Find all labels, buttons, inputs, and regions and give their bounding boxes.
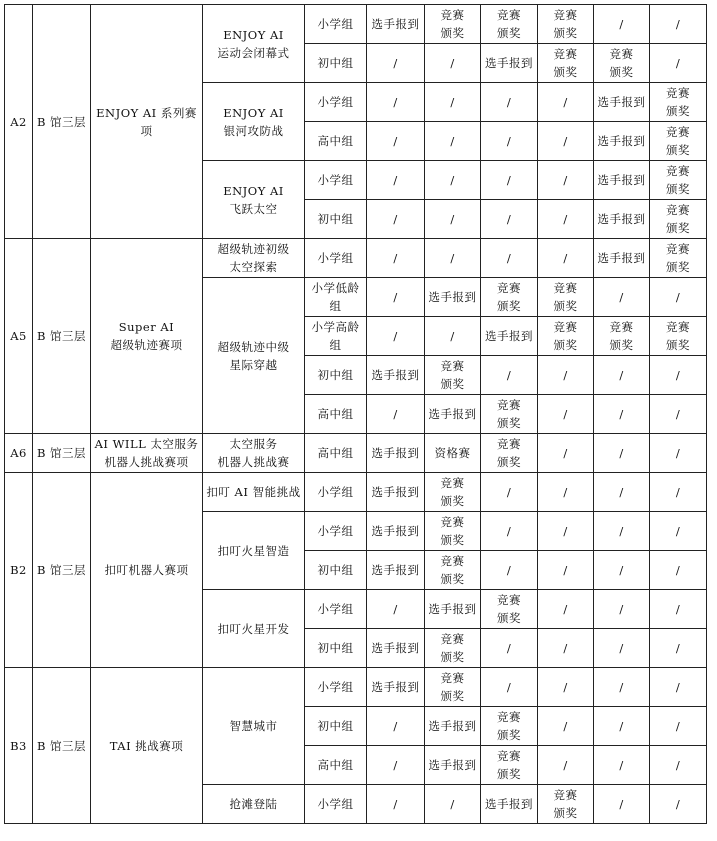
- group-cell: 小学组: [305, 83, 367, 122]
- event-name-cell: 超级轨迹中级 星际穿越: [203, 278, 305, 434]
- schedule-slot-cell: /: [425, 44, 481, 83]
- schedule-slot-cell: /: [650, 473, 707, 512]
- group-cell: 初中组: [305, 551, 367, 590]
- schedule-slot-cell: 竞赛 颁奖: [425, 551, 481, 590]
- table-row: [5, 434, 707, 473]
- schedule-slot-cell: /: [594, 746, 650, 785]
- schedule-slot-cell: 选手报到: [594, 200, 650, 239]
- project-name-cell: TAI 挑战赛项: [91, 668, 203, 824]
- schedule-slot-cell: /: [538, 512, 594, 551]
- schedule-slot-cell: /: [538, 395, 594, 434]
- schedule-slot-cell: /: [650, 395, 707, 434]
- schedule-slot-cell: /: [650, 278, 707, 317]
- schedule-slot-cell: 选手报到: [481, 44, 538, 83]
- schedule-slot-cell: 竞赛 颁奖: [538, 317, 594, 356]
- schedule-table-container: [4, 4, 707, 824]
- event-name-cell: 智慧城市: [203, 668, 305, 785]
- group-cell: 小学组: [305, 668, 367, 707]
- schedule-slot-cell: 选手报到: [367, 434, 425, 473]
- schedule-slot-cell: 选手报到: [594, 239, 650, 278]
- schedule-slot-cell: 选手报到: [425, 746, 481, 785]
- event-name-cell: 抢滩登陆: [203, 785, 305, 824]
- schedule-slot-cell: /: [425, 785, 481, 824]
- schedule-slot-cell: /: [367, 161, 425, 200]
- venue-code-cell: A5: [5, 239, 33, 434]
- schedule-slot-cell: /: [594, 668, 650, 707]
- schedule-slot-cell: /: [367, 83, 425, 122]
- event-name-cell: ENJOY AI 运动会闭幕式: [203, 5, 305, 83]
- schedule-slot-cell: 选手报到: [481, 317, 538, 356]
- schedule-slot-cell: 竞赛 颁奖: [425, 512, 481, 551]
- schedule-slot-cell: 选手报到: [481, 785, 538, 824]
- schedule-slot-cell: 竞赛 颁奖: [481, 5, 538, 44]
- schedule-slot-cell: /: [481, 551, 538, 590]
- schedule-slot-cell: 选手报到: [367, 5, 425, 44]
- project-name-cell: Super AI 超级轨迹赛项: [91, 239, 203, 434]
- schedule-slot-cell: 竞赛 颁奖: [650, 239, 707, 278]
- schedule-slot-cell: 竞赛 颁奖: [481, 278, 538, 317]
- group-cell: 初中组: [305, 356, 367, 395]
- schedule-slot-cell: /: [367, 317, 425, 356]
- schedule-slot-cell: 竞赛 颁奖: [650, 317, 707, 356]
- schedule-slot-cell: /: [538, 668, 594, 707]
- competition-schedule-table: [4, 4, 707, 824]
- schedule-slot-cell: /: [594, 356, 650, 395]
- schedule-slot-cell: 竞赛 颁奖: [650, 122, 707, 161]
- schedule-slot-cell: /: [650, 5, 707, 44]
- group-cell: 小学组: [305, 239, 367, 278]
- location-cell: B 馆三层: [33, 668, 91, 824]
- schedule-slot-cell: 竞赛 颁奖: [425, 356, 481, 395]
- schedule-slot-cell: /: [538, 200, 594, 239]
- schedule-slot-cell: 选手报到: [367, 473, 425, 512]
- event-name-cell: 超级轨迹初级 太空探索: [203, 239, 305, 278]
- schedule-slot-cell: /: [425, 83, 481, 122]
- project-name-cell: AI WILL 太空服务 机器人挑战赛项: [91, 434, 203, 473]
- schedule-slot-cell: /: [650, 590, 707, 629]
- schedule-slot-cell: /: [594, 395, 650, 434]
- table-row: [5, 668, 707, 707]
- group-cell: 高中组: [305, 434, 367, 473]
- schedule-slot-cell: /: [538, 551, 594, 590]
- schedule-slot-cell: /: [538, 161, 594, 200]
- schedule-slot-cell: /: [367, 707, 425, 746]
- schedule-slot-cell: /: [594, 278, 650, 317]
- table-row: [5, 5, 707, 44]
- group-cell: 初中组: [305, 629, 367, 668]
- schedule-slot-cell: /: [538, 122, 594, 161]
- schedule-slot-cell: 竞赛 颁奖: [650, 83, 707, 122]
- schedule-slot-cell: 竞赛 颁奖: [481, 707, 538, 746]
- group-cell: 高中组: [305, 395, 367, 434]
- schedule-slot-cell: 竞赛 颁奖: [650, 161, 707, 200]
- location-cell: B 馆三层: [33, 239, 91, 434]
- group-cell: 初中组: [305, 200, 367, 239]
- schedule-slot-cell: 竞赛 颁奖: [425, 5, 481, 44]
- group-cell: 初中组: [305, 44, 367, 83]
- schedule-slot-cell: /: [425, 239, 481, 278]
- schedule-slot-cell: 竞赛 颁奖: [481, 746, 538, 785]
- schedule-slot-cell: /: [425, 317, 481, 356]
- schedule-slot-cell: /: [538, 629, 594, 668]
- venue-code-cell: A2: [5, 5, 33, 239]
- schedule-slot-cell: /: [538, 239, 594, 278]
- schedule-slot-cell: /: [538, 434, 594, 473]
- schedule-slot-cell: /: [367, 746, 425, 785]
- group-cell: 小学组: [305, 590, 367, 629]
- event-name-cell: 太空服务 机器人挑战赛: [203, 434, 305, 473]
- schedule-slot-cell: /: [481, 356, 538, 395]
- group-cell: 小学高龄组: [305, 317, 367, 356]
- schedule-slot-cell: /: [481, 239, 538, 278]
- schedule-slot-cell: /: [594, 551, 650, 590]
- schedule-slot-cell: 选手报到: [425, 395, 481, 434]
- schedule-slot-cell: /: [367, 278, 425, 317]
- schedule-slot-cell: /: [481, 668, 538, 707]
- group-cell: 初中组: [305, 707, 367, 746]
- schedule-slot-cell: 选手报到: [367, 356, 425, 395]
- project-name-cell: 扣叮机器人赛项: [91, 473, 203, 668]
- schedule-slot-cell: /: [650, 356, 707, 395]
- schedule-slot-cell: /: [594, 629, 650, 668]
- schedule-slot-cell: /: [594, 707, 650, 746]
- schedule-slot-cell: 竞赛 颁奖: [538, 44, 594, 83]
- schedule-slot-cell: /: [650, 551, 707, 590]
- group-cell: 小学组: [305, 785, 367, 824]
- schedule-slot-cell: 选手报到: [425, 278, 481, 317]
- schedule-slot-cell: 选手报到: [367, 512, 425, 551]
- schedule-slot-cell: /: [425, 122, 481, 161]
- schedule-slot-cell: /: [481, 161, 538, 200]
- schedule-slot-cell: /: [481, 122, 538, 161]
- schedule-slot-cell: /: [650, 707, 707, 746]
- group-cell: 小学组: [305, 473, 367, 512]
- schedule-slot-cell: /: [367, 395, 425, 434]
- schedule-slot-cell: /: [367, 785, 425, 824]
- schedule-slot-cell: /: [425, 161, 481, 200]
- schedule-slot-cell: /: [538, 590, 594, 629]
- schedule-slot-cell: /: [650, 512, 707, 551]
- schedule-slot-cell: 竞赛 颁奖: [538, 785, 594, 824]
- event-name-cell: 扣叮火星智造: [203, 512, 305, 590]
- event-name-cell: ENJOY AI 飞跃太空: [203, 161, 305, 239]
- event-name-cell: ENJOY AI 银河攻防战: [203, 83, 305, 161]
- schedule-slot-cell: 资格赛: [425, 434, 481, 473]
- schedule-slot-cell: 竞赛 颁奖: [481, 434, 538, 473]
- table-row: [5, 473, 707, 512]
- schedule-slot-cell: 竞赛 颁奖: [650, 200, 707, 239]
- schedule-slot-cell: 竞赛 颁奖: [538, 278, 594, 317]
- event-name-cell: 扣叮火星开发: [203, 590, 305, 668]
- schedule-slot-cell: 选手报到: [594, 161, 650, 200]
- schedule-slot-cell: 选手报到: [425, 707, 481, 746]
- schedule-slot-cell: /: [538, 473, 594, 512]
- schedule-slot-cell: /: [594, 5, 650, 44]
- schedule-slot-cell: 选手报到: [367, 551, 425, 590]
- schedule-slot-cell: /: [594, 434, 650, 473]
- schedule-slot-cell: /: [538, 707, 594, 746]
- schedule-slot-cell: /: [538, 746, 594, 785]
- schedule-slot-cell: 选手报到: [367, 629, 425, 668]
- schedule-slot-cell: 竞赛 颁奖: [481, 590, 538, 629]
- schedule-slot-cell: /: [481, 473, 538, 512]
- schedule-slot-cell: /: [650, 746, 707, 785]
- schedule-slot-cell: 竞赛 颁奖: [425, 629, 481, 668]
- group-cell: 高中组: [305, 122, 367, 161]
- schedule-slot-cell: /: [367, 239, 425, 278]
- schedule-slot-cell: /: [367, 200, 425, 239]
- schedule-slot-cell: /: [594, 512, 650, 551]
- venue-code-cell: B3: [5, 668, 33, 824]
- schedule-slot-cell: /: [481, 200, 538, 239]
- schedule-slot-cell: /: [650, 44, 707, 83]
- schedule-slot-cell: 选手报到: [367, 668, 425, 707]
- schedule-slot-cell: 竞赛 颁奖: [425, 668, 481, 707]
- schedule-slot-cell: 竞赛 颁奖: [538, 5, 594, 44]
- schedule-slot-cell: 竞赛 颁奖: [481, 395, 538, 434]
- schedule-slot-cell: /: [538, 83, 594, 122]
- venue-code-cell: A6: [5, 434, 33, 473]
- schedule-slot-cell: /: [367, 122, 425, 161]
- schedule-slot-cell: /: [481, 512, 538, 551]
- location-cell: B 馆三层: [33, 473, 91, 668]
- schedule-slot-cell: /: [594, 473, 650, 512]
- schedule-slot-cell: 选手报到: [594, 83, 650, 122]
- group-cell: 小学组: [305, 512, 367, 551]
- group-cell: 小学组: [305, 161, 367, 200]
- group-cell: 小学组: [305, 5, 367, 44]
- schedule-slot-cell: /: [481, 629, 538, 668]
- event-name-cell: 扣叮 AI 智能挑战: [203, 473, 305, 512]
- schedule-slot-cell: /: [650, 434, 707, 473]
- schedule-slot-cell: /: [594, 590, 650, 629]
- table-row: [5, 239, 707, 278]
- schedule-slot-cell: /: [481, 83, 538, 122]
- group-cell: 小学低龄组: [305, 278, 367, 317]
- schedule-slot-cell: /: [425, 200, 481, 239]
- schedule-slot-cell: /: [538, 356, 594, 395]
- schedule-slot-cell: /: [650, 629, 707, 668]
- venue-code-cell: B2: [5, 473, 33, 668]
- schedule-slot-cell: /: [367, 44, 425, 83]
- schedule-slot-cell: /: [594, 785, 650, 824]
- project-name-cell: ENJOY AI 系列赛项: [91, 5, 203, 239]
- location-cell: B 馆三层: [33, 5, 91, 239]
- schedule-slot-cell: 竞赛 颁奖: [594, 317, 650, 356]
- schedule-slot-cell: /: [367, 590, 425, 629]
- group-cell: 高中组: [305, 746, 367, 785]
- schedule-slot-cell: /: [650, 785, 707, 824]
- schedule-slot-cell: 选手报到: [594, 122, 650, 161]
- schedule-slot-cell: 竞赛 颁奖: [425, 473, 481, 512]
- schedule-slot-cell: 选手报到: [425, 590, 481, 629]
- location-cell: B 馆三层: [33, 434, 91, 473]
- schedule-slot-cell: /: [650, 668, 707, 707]
- schedule-slot-cell: 竞赛 颁奖: [594, 44, 650, 83]
